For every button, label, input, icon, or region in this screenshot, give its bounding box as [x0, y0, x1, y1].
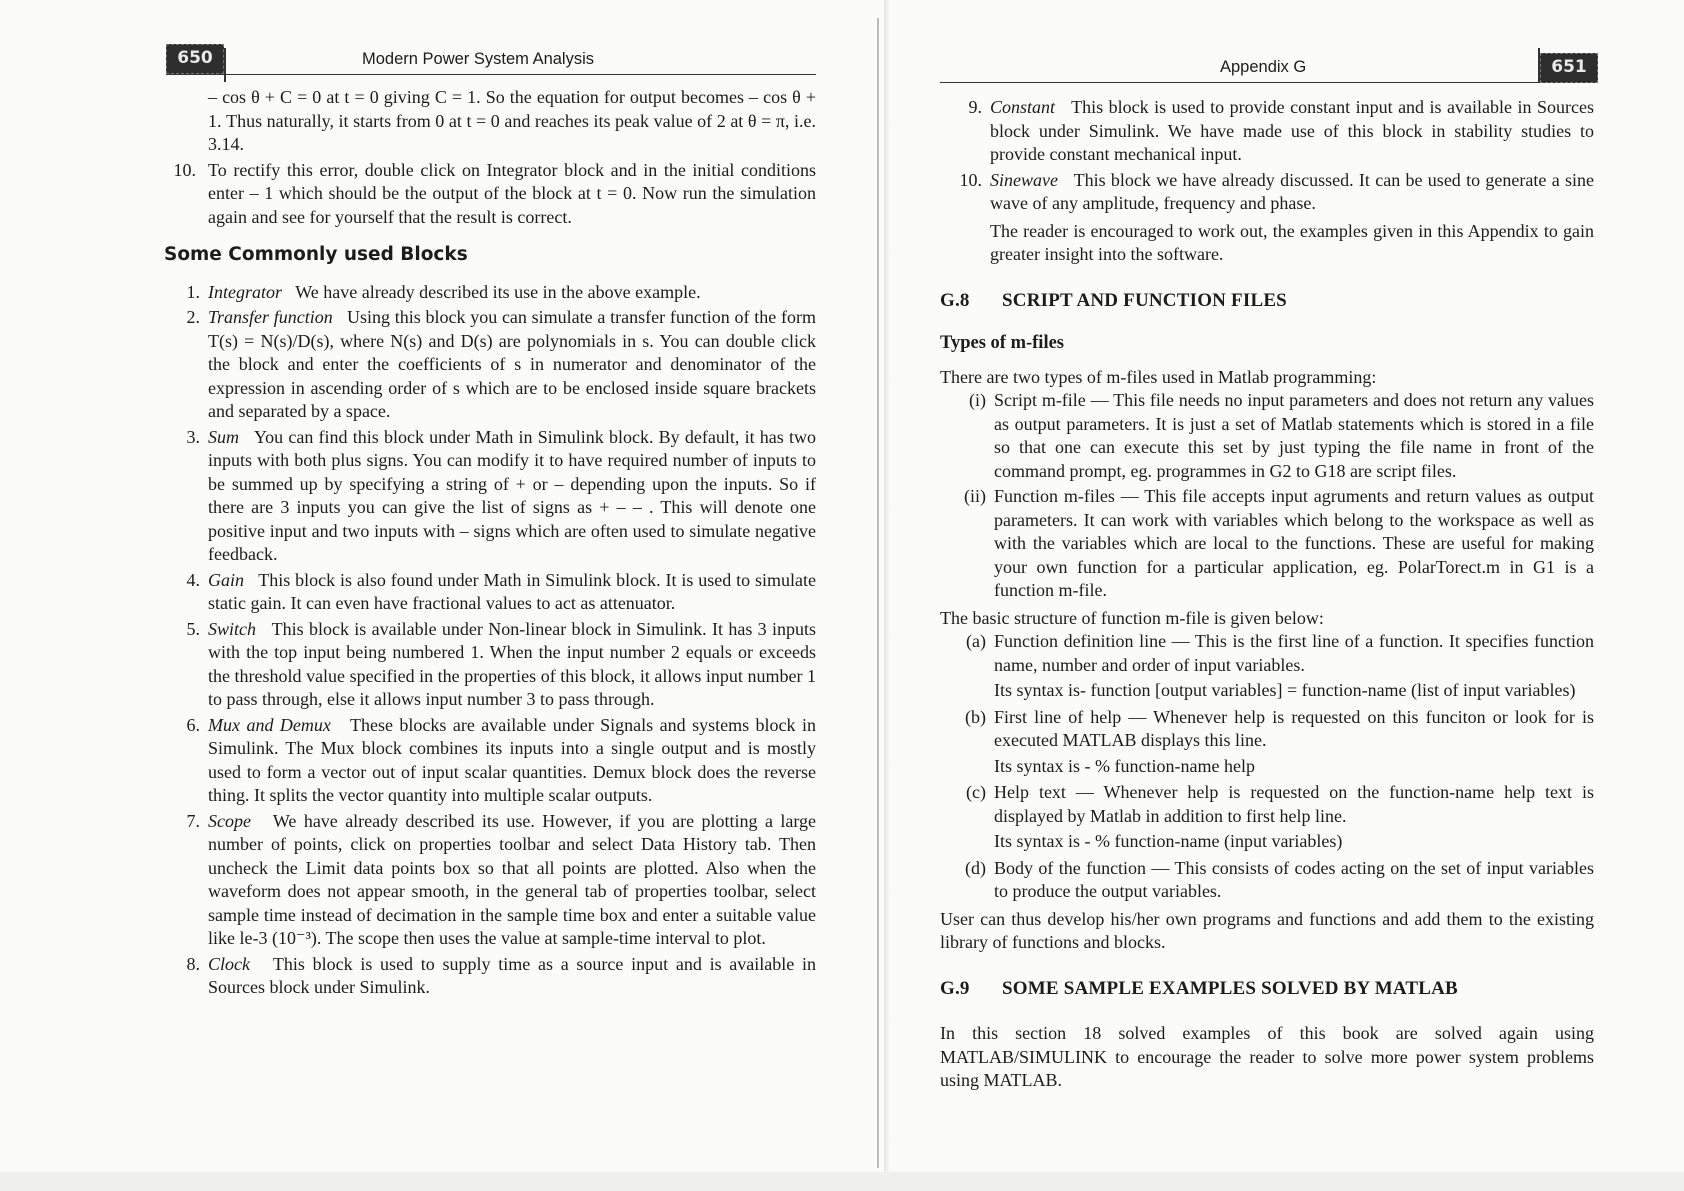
- item-text: Using this block you can simulate a transfer function of the form T(s) = N(s)/D(s), where N(s) and D(s) are polynomials in s. You can double click the block and enter the coefficients of s in numerator and denominator of the expression in ascending order of s which are to be enclosed inside square brackets and separated by a space.: [208, 307, 817, 421]
- block-item: [940, 169, 1594, 216]
- structure-intro: The basic structure of function m-file is given below:: [940, 607, 1324, 628]
- item-number: (d): [965, 857, 986, 878]
- item-term: Sinewave: [990, 169, 1058, 190]
- item-number: 3.: [186, 426, 200, 447]
- item-term: Clock: [208, 953, 250, 974]
- item-number: (a): [966, 631, 986, 651]
- left-page-body: [164, 86, 816, 1002]
- section-g9-heading: [940, 977, 1594, 1001]
- item-text: First line of help — Whenever help is requested on this funciton or look for is executed MATLAB displays this line.: [994, 706, 1594, 750]
- item-text: Body of the function — This consists of codes acting on the set of input variables to produce the output variables.: [994, 857, 1594, 901]
- item-text: These blocks are available under Signals and systems block in Simulink. The Mux block combines its inputs into a single output and is mostly used to form a vector out of input scalar quantities. Demux block does the reverse thing. It splits the vector quantity into multiple scalar outputs.: [208, 714, 816, 805]
- right-running-header: [940, 58, 1598, 83]
- section-number: G.9: [940, 977, 970, 999]
- structure-item: [940, 781, 1594, 828]
- g9-paragraph: In this section 18 solved examples of this book are solved again using MATLAB/SIMULINK to encourage the reader to solve more power system problems using MATLAB.: [940, 1023, 1594, 1090]
- syntax-line: Its syntax is - % function-name (input variables): [994, 831, 1343, 851]
- block-item: [164, 953, 816, 1000]
- item-text: Function definition line — This is the first line of a function. It specifies function name, number and order of input variables.: [994, 631, 1594, 675]
- item-number: (c): [966, 782, 986, 802]
- block-item: [164, 281, 816, 305]
- item-number: 7.: [186, 810, 200, 831]
- item-text: This block is available under Non-linear block in Simulink. It has 3 inputs with the top input being numbered 1. When the input number 2 equals or exceeds the threshold value specified in the properties of this block, it allows input number 1 to pass through, else it allows input number 3 to pass through.: [208, 618, 816, 709]
- block-item: [164, 618, 816, 712]
- intro-paragraph: – cos θ + C = 0 at t = 0 giving C = 1. So the equation for output becomes – cos θ + 1. Thus naturally, it starts from 0 at t = 0 and reaches its peak value of 2 at θ = π, i.e. 3.14.: [208, 87, 816, 154]
- item-term: Switch: [208, 618, 256, 639]
- item-term: Sum: [208, 426, 239, 447]
- structure-item: [940, 630, 1594, 677]
- item-number: 5.: [186, 618, 200, 639]
- types-intro: There are two types of m-files used in Matlab programming:: [940, 366, 1377, 387]
- right-running-title: Appendix G: [1220, 58, 1307, 76]
- left-running-title: Modern Power System Analysis: [362, 50, 595, 68]
- block-item: [164, 569, 816, 616]
- item-number: 2.: [186, 307, 200, 327]
- item-text: We have already described its use. However, if you are plotting a large number of points, click on properties toolbar and select Data History tab. Then uncheck the Limit data points box so that all points are plotted. Also when the waveform does not appear smooth, in the general tab of properties toolbar, select sample time instead of decimation in the sample time box and enter a suitable value like le-3 (10⁻³). The scope then uses the value at sample-time interval to plot.: [208, 810, 816, 948]
- block-item: [164, 714, 816, 808]
- right-page-body: [940, 96, 1594, 1093]
- item-term: Scope: [208, 810, 251, 831]
- step-text: To rectify this error, double click on Integrator block and in the initial conditions enter – 1 which should be the output of the block at t = 0. Now run the simulation again and see for yourself that the result is correct.: [208, 159, 816, 227]
- item-text: This block we have already discussed. It can be used to generate a sine wave of any amplitude, frequency and phase.: [990, 169, 1594, 213]
- structure-item: [940, 706, 1594, 753]
- block-item: [164, 426, 816, 567]
- item-text: Script m-file — This file needs no input parameters and does not return any values as output parameters. It is just a set of Matlab statements which is stored in a file so that one can execute this set by just typing the file name in front of the command prompt, eg. programmes in G2 to G18 are script files.: [994, 390, 1594, 481]
- item-number: 8.: [186, 953, 200, 974]
- syntax-line: Its syntax is- function [output variables] = function-name (list of input variables): [994, 680, 1576, 700]
- item-term: Integrator: [208, 281, 282, 302]
- type-item: [940, 485, 1594, 603]
- section-title: SOME SAMPLE EXAMPLES SOLVED BY MATLAB: [1002, 977, 1458, 999]
- item-term: Transfer function: [208, 307, 333, 327]
- block-item: [164, 810, 816, 951]
- left-page-number: 650: [166, 44, 224, 74]
- section-g8-heading: [940, 289, 1594, 313]
- item-text: This block is used to supply time as a source input and is available in Sources block under Simulink.: [208, 953, 816, 997]
- book-gutter-shadow: [884, 0, 890, 1191]
- closing-paragraph: User can thus develop his/her own programs and functions and add them to the existing library of functions and blocks.: [940, 908, 1594, 952]
- item-text: You can find this block under Math in Simulink block. By default, it has two inputs with both plus signs. You can modify it to have required number of inputs to be summed up by specifying a string of + or – depending upon the inputs. So if there are 3 inputs you can give the list of signs as + – – . This will denote one positive input and two inputs with – signs which are often used to simulate negative feedback.: [208, 426, 816, 564]
- type-item: [940, 389, 1594, 483]
- section-title: SCRIPT AND FUNCTION FILES: [1002, 289, 1287, 311]
- item-text: We have already described its use in the above example.: [295, 281, 701, 302]
- step-number: 10.: [173, 159, 196, 180]
- item-term: Gain: [208, 569, 244, 590]
- left-running-header: [166, 48, 816, 75]
- item-number: (b): [965, 706, 986, 727]
- structure-item: [940, 857, 1594, 904]
- item-number: (i): [969, 390, 986, 410]
- item-text: Function m-files — This file accepts input agruments and return values as output parameters. It can work with variables which belong to the workspace as well as with the variables which are local to the functions. These are useful for making your own function for a particular application, eg. PolarTorect.m in G1 is a function m-file.: [994, 486, 1594, 600]
- item-number: 4.: [186, 569, 200, 590]
- subheading: Types of m-files: [940, 333, 1064, 353]
- item-text: This block is also found under Math in Simulink block. It is used to simulate static gain. It can even have fractional values to act as attenuator.: [208, 569, 816, 613]
- item-number: 6.: [186, 714, 200, 735]
- block-item: [164, 306, 816, 424]
- encourage-paragraph: The reader is encouraged to work out, the examples given in this Appendix to gain greater insight into the software.: [990, 220, 1594, 264]
- section-number: G.8: [940, 289, 970, 311]
- block-item: [940, 96, 1594, 167]
- item-term: Constant: [990, 97, 1056, 117]
- step-10: [164, 159, 816, 230]
- right-page-number: 651: [1540, 53, 1598, 83]
- book-gutter: [877, 18, 879, 1168]
- item-term: Mux and Demux: [208, 714, 331, 735]
- bottom-edge: [0, 1172, 1684, 1191]
- item-text: This block is used to provide constant input and is available in Sources block under Simulink. We have made use of this block in stability studies to provide constant mechanical input.: [990, 97, 1594, 164]
- item-number: (ii): [964, 486, 986, 506]
- syntax-line: Its syntax is - % function-name help: [994, 755, 1255, 776]
- item-number: 9.: [968, 97, 982, 117]
- item-number: 1.: [186, 281, 200, 302]
- header-rule-tick: [224, 48, 226, 82]
- item-number: 10.: [959, 169, 982, 190]
- section-heading: Some Commonly used Blocks: [164, 244, 468, 265]
- item-text: Help text — Whenever help is requested on the function-name help text is displayed by Matlab in addition to first help line.: [994, 782, 1594, 826]
